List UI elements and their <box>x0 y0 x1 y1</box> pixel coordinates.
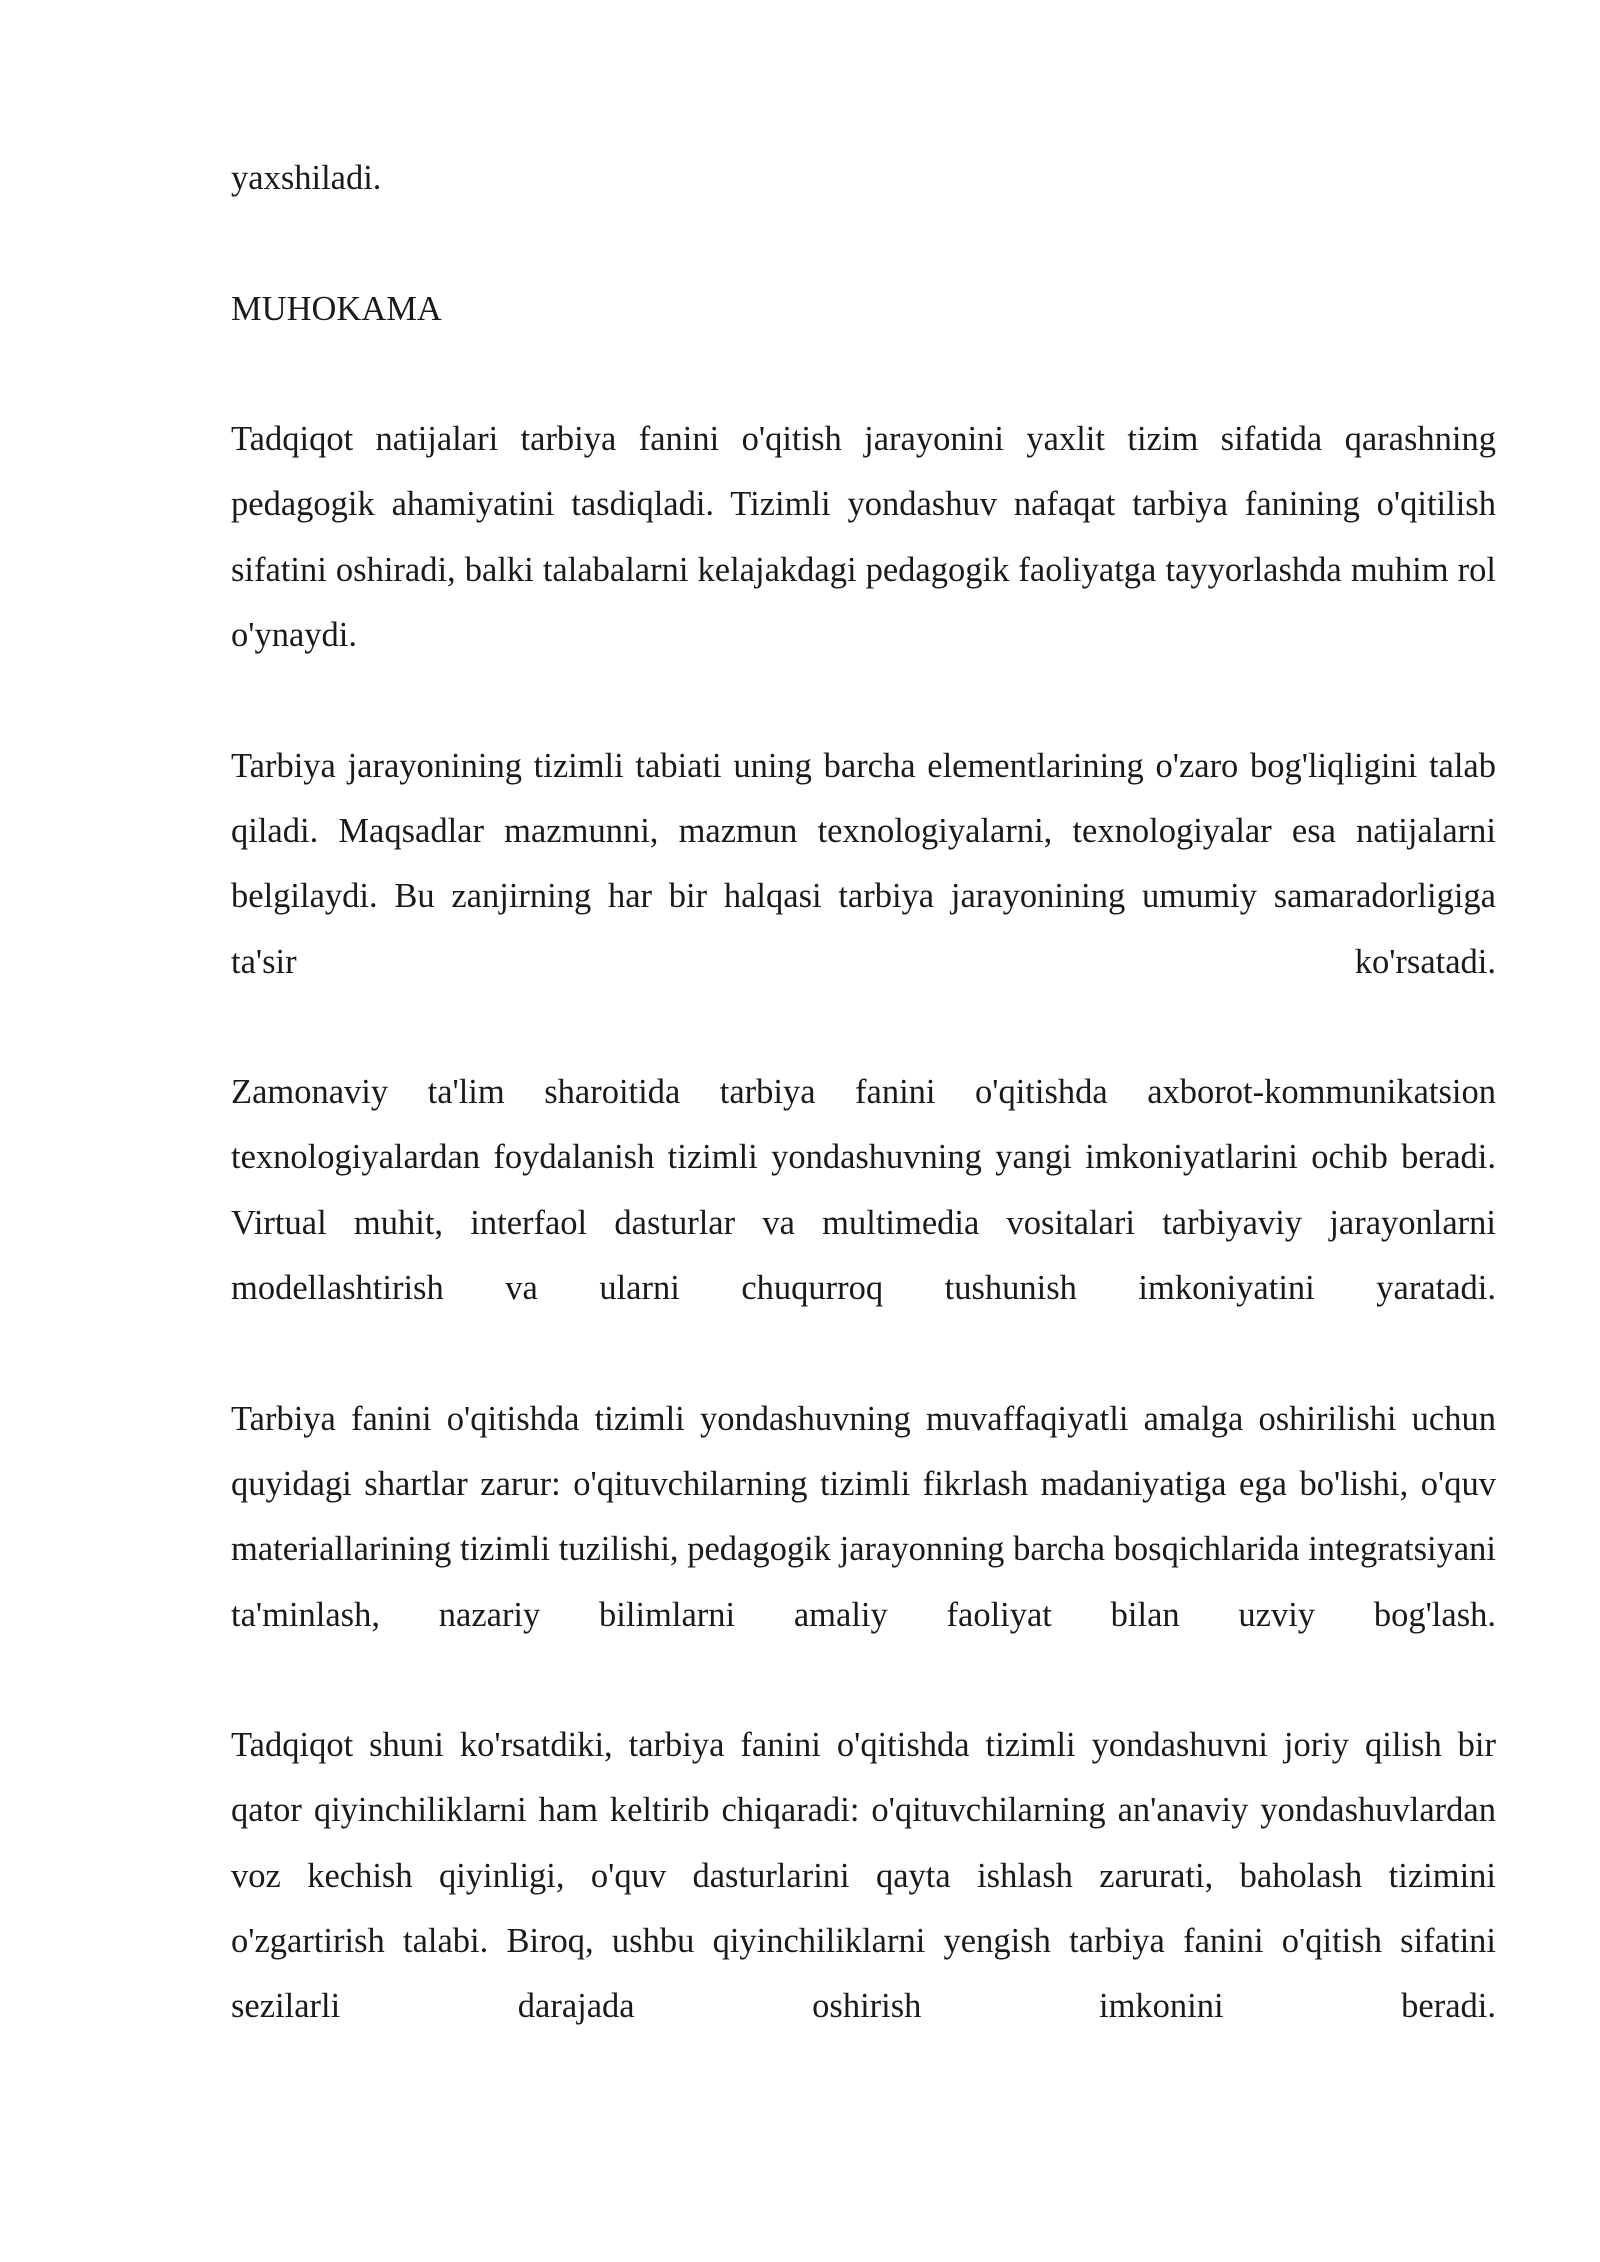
paragraph-1: Tadqiqot natijalari tarbiya fanini o'qitish jarayonini yaxlit tizim sifatida qarashning pedagogik ahamiyatini tasdiqladi. Tizimli yondashuv nafaqat tarbiya fanining o'qitilish sifatini oshiradi, balki talabalarni kelajakdagi pedagogik faoliyatga tayyorlashda muhim rol o'ynaydi. <box>231 420 1496 655</box>
paragraph-2: Tarbiya jarayonining tizimli tabiati uning barcha elementlarining o'zaro bog'liqligini talab qiladi. Maqsadlar mazmunni, mazmun texnologiyalarni, texnologiyalar esa natijalarni belgilaydi. Bu zanjirning har bir halqasi tarbiya jarayonining umumiy samaradorligiga ta'sir ko'rsatadi. <box>231 746 1496 981</box>
paragraph-5: Tadqiqot shuni ko'rsatdiki, tarbiya fanini o'qitishda tizimli yondashuvni joriy qilish bir qator qiyinchiliklarni ham keltirib chiqaradi: o'qituvchilarning an'anaviy yondashuvlardan voz kechish qiyinligi, o'quv dasturlarini qayta ishlash zarurati, baholash tizimini o'zgartirish talabi. Biroq, ushbu qiyinchiliklarni yengish tarbiya fanini o'qitish sifatini sezilarli darajada oshirish imkonini beradi. <box>231 1726 1496 2026</box>
paragraph-4: Tarbiya fanini o'qitishda tizimli yondashuvning muvaffaqiyatli amalga oshirilishi uchun quyidagi shartlar zarur: o'qituvchilarning tizimli fikrlash madaniyatiga ega bo'lishi, o'quv materiallarining tizimli tuzilishi, pedagogik jarayonning barcha bosqichlarida integratsiyani ta'minlash, nazariy bilimlarni amaliy faoliyat bilan uzviy bog'lash. <box>231 1399 1496 1634</box>
document-body <box>231 146 1496 2105</box>
lead-fragment: yaxshiladi. <box>231 159 382 197</box>
paragraph-3: Zamonaviy ta'lim sharoitida tarbiya fanini o'qitishda axborot-kommunikatsion texnologiyalardan foydalanish tizimli yondashuvning yangi imkoniyatlarini ochib beradi. Virtual muhit, interfaol dasturlar va multimedia vositalari tarbiyaviy jarayonlarni modellashtirish va ularni chuqurroq tushunish imkoniyatini yaratadi. <box>231 1073 1496 1308</box>
section-heading: MUHOKAMA <box>231 289 442 328</box>
